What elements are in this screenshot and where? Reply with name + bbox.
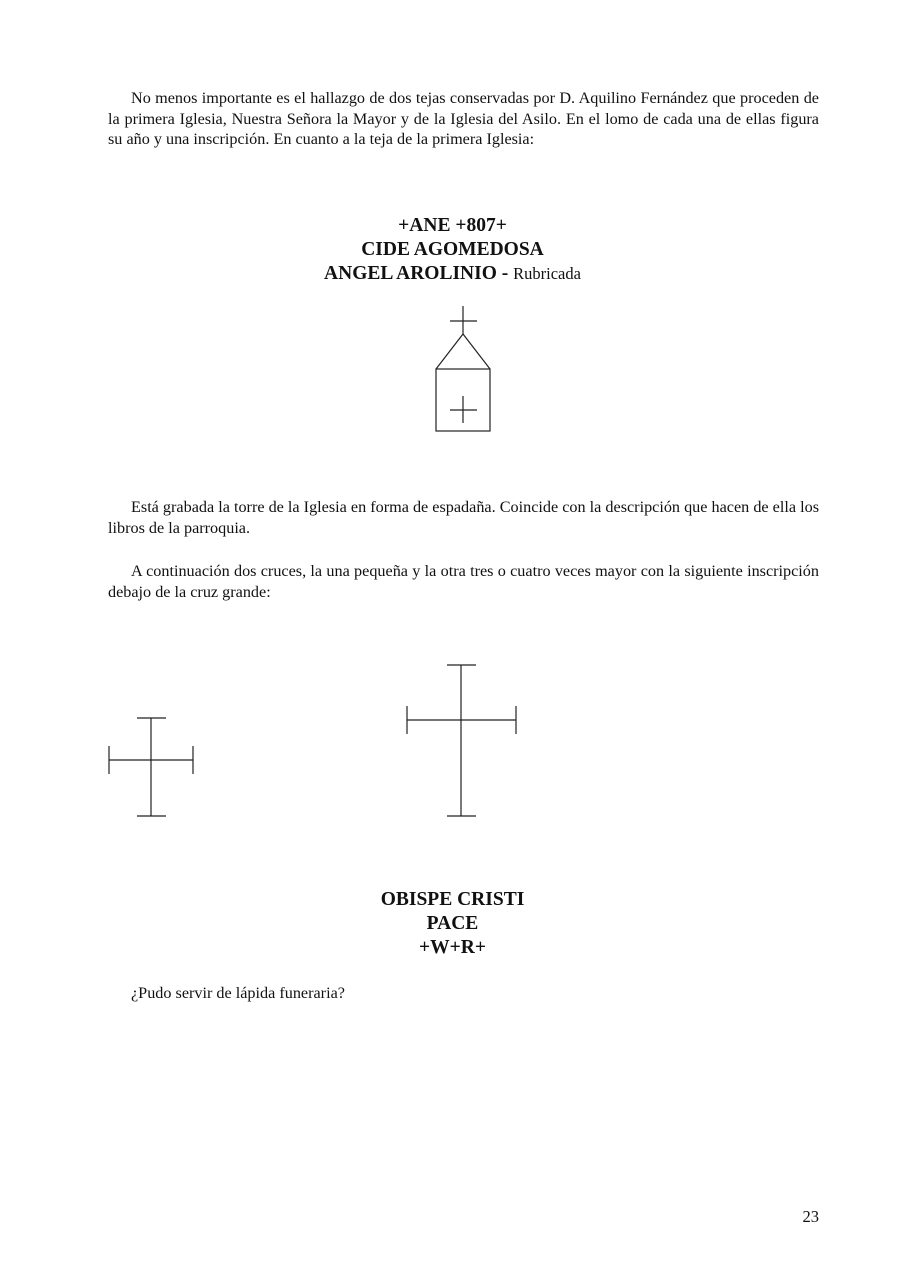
inscription-text: ANGEL AROLINIO - xyxy=(324,263,514,284)
church-tower-drawing xyxy=(430,302,496,436)
paragraph-tower: Está grabada la torre de la Iglesia en forma de espadaña. Coincide con la descripción que hacen de ella los libros de la parroquia. xyxy=(108,498,819,537)
inscription-line: PACE xyxy=(426,913,479,934)
paragraph-intro: No menos importante es el hallazgo de dos tejas conservadas por D. Aquilino Fernández que proceden de la primera Iglesia, Nuestra Señora la Mayor y de la Iglesia del Asilo. En el lomo de cada una de ellas figura su año y una inscripción. En cuanto a la teja de la primera Iglesia: xyxy=(108,89,819,148)
inscription-second xyxy=(0,888,905,960)
page-number: 23 xyxy=(802,1207,819,1226)
inscription-line-with-note xyxy=(0,262,905,286)
large-cross-drawing xyxy=(402,660,522,822)
inscription-line: +ANE +807+ xyxy=(398,215,507,236)
inscription-line: +W+R+ xyxy=(419,937,486,958)
tower-roof xyxy=(436,334,490,369)
rubricada-note: Rubricada xyxy=(513,264,581,283)
paragraph-crosses: A continuación dos cruces, la una pequeña y la otra tres o cuatro veces mayor con la siguiente inscripción debajo de la cruz grande: xyxy=(108,562,819,601)
inscription-line: OBISPE CRISTI xyxy=(380,889,525,910)
small-cross-drawing xyxy=(104,712,200,822)
inscription-line: CIDE AGOMEDOSA xyxy=(361,239,544,260)
inscription-first-tile xyxy=(0,214,905,286)
paragraph-question: ¿Pudo servir de lápida funeraria? xyxy=(131,984,345,1002)
